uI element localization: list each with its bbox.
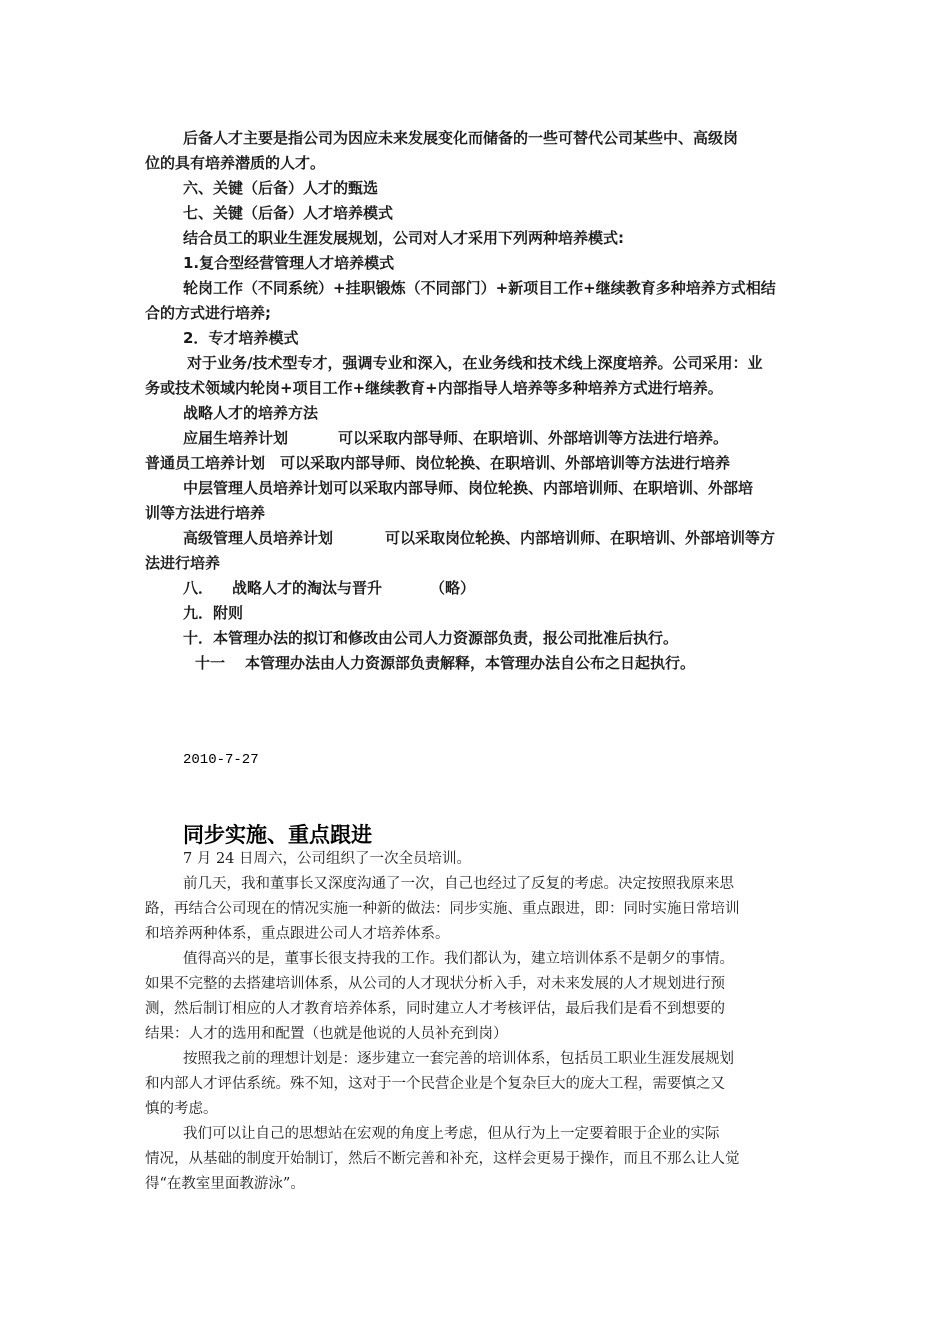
document-date: 2010-7-27 [183, 752, 259, 768]
article-line: 和内部人才评估系统。殊不知，这对于一个民营企业是个复杂巨大的庞大工程，需要慎之又 [145, 1076, 725, 1092]
article-line: 如果不完整的去搭建培训体系，从公司的人才现状分析入手，对未来发展的人才规划进行预 [145, 976, 725, 992]
section-heading-6: 六、关键（后备）人才的甄选 [183, 179, 379, 197]
graduate-plan-label: 应届生培养计划 [183, 429, 289, 447]
section-heading-7: 七、关键（后备）人才培养模式 [183, 204, 394, 222]
section-8-note: （略） [430, 579, 476, 597]
paragraph-line: 轮岗工作（不同系统）+挂职锻炼（不同部门）+新项目工作+继续教育多种培养方式相结 [183, 279, 776, 297]
section-9: 九．附则 [183, 604, 244, 622]
article-line: 得“在教室里面教游泳”。 [145, 1176, 305, 1192]
paragraph-line: 中层管理人员培养计划可以采取内部导师、岗位轮换、内部培训师、在职培训、外部培 [183, 479, 754, 497]
article-line: 前几天，我和董事长又深度沟通了一次，自己也经过了反复的考虑。决定按照我原来思 [183, 876, 734, 892]
section-8-title: 战略人才的淘汰与晋升 [232, 579, 383, 597]
paragraph-line: 位的具有培养潜质的人才。 [145, 154, 326, 172]
graduate-plan-text: 可以采取内部导师、在职培训、外部培训等方法进行培养。 [338, 429, 729, 447]
paragraph-line: 合的方式进行培养; [145, 304, 271, 322]
article-line: 7 月 24 日周六，公司组织了一次全员培训。 [183, 851, 472, 867]
strategy-heading: 战略人才的培养方法 [183, 404, 319, 422]
paragraph-line: 对于业务/技术型专才，强调专业和深入，在业务线和技术线上深度培养。公司采用：业 [187, 354, 763, 372]
section-8-number: 八． [183, 579, 214, 597]
section-11-number: 十一 [195, 654, 226, 672]
senior-plan-label: 高级管理人员培养计划 [183, 529, 334, 547]
article-line: 和培养两种体系，重点跟进公司人才培养体系。 [145, 926, 450, 942]
paragraph-line: 后备人才主要是指公司为因应未来发展变化而储备的一些可替代公司某些中、高级岗 [183, 129, 739, 147]
paragraph-line: 务或技术领域内轮岗+项目工作+继续教育+内部指导人培养等多种培养方式进行培养。 [145, 379, 723, 397]
paragraph-line: 训等方法进行培养 [145, 504, 266, 522]
normal-staff-plan: 普通员工培养计划 可以采取内部导师、岗位轮换、在职培训、外部培训等方法进行培养 [145, 454, 731, 472]
article-line: 慎的考虑。 [145, 1101, 218, 1117]
article-line: 情况，从基础的制度开始制订，然后不断完善和补充，这样会更易于操作，而且不那么让人觉 [145, 1151, 740, 1167]
article-title: 同步实施、重点跟进 [183, 822, 372, 847]
section-10: 十．本管理办法的拟订和修改由公司人力资源部负责，报公司批准后执行。 [183, 629, 679, 647]
article-line: 测，然后制订相应的人才教育培养体系，同时建立人才考核评估，最后我们是看不到想要的 [145, 1001, 725, 1017]
article-line: 结果：人才的选用和配置（也就是他说的人员补充到岗） [145, 1026, 508, 1042]
article-line: 我们可以让自己的思想站在宏观的角度上考虑，但从行为上一定要着眼于企业的实际 [183, 1126, 720, 1142]
article-line: 按照我之前的理想计划是：逐步建立一套完善的培训体系，包括员工职业生涯发展规划 [183, 1051, 734, 1067]
article-line: 路，再结合公司现在的情况实施一种新的做法：同步实施、重点跟进，即：同时实施日常培训 [145, 901, 740, 917]
paragraph-line: 法进行培养 [145, 554, 221, 572]
paragraph-line: 结合员工的职业生涯发展规划，公司对人才采用下列两种培养模式: [183, 229, 625, 247]
senior-plan-text: 可以采取岗位轮换、内部培训师、在职培训、外部培训等方 [385, 529, 776, 547]
mode-1-title: 1.复合型经营管理人才培养模式 [183, 254, 395, 272]
article-line: 值得高兴的是，董事长很支持我的工作。我们都认为，建立培训体系不是朝夕的事情。 [183, 951, 734, 967]
section-11-text: 本管理办法由人力资源部负责解释，本管理办法自公布之日起执行。 [245, 654, 696, 672]
mode-2-title: 2．专才培养模式 [183, 329, 299, 347]
